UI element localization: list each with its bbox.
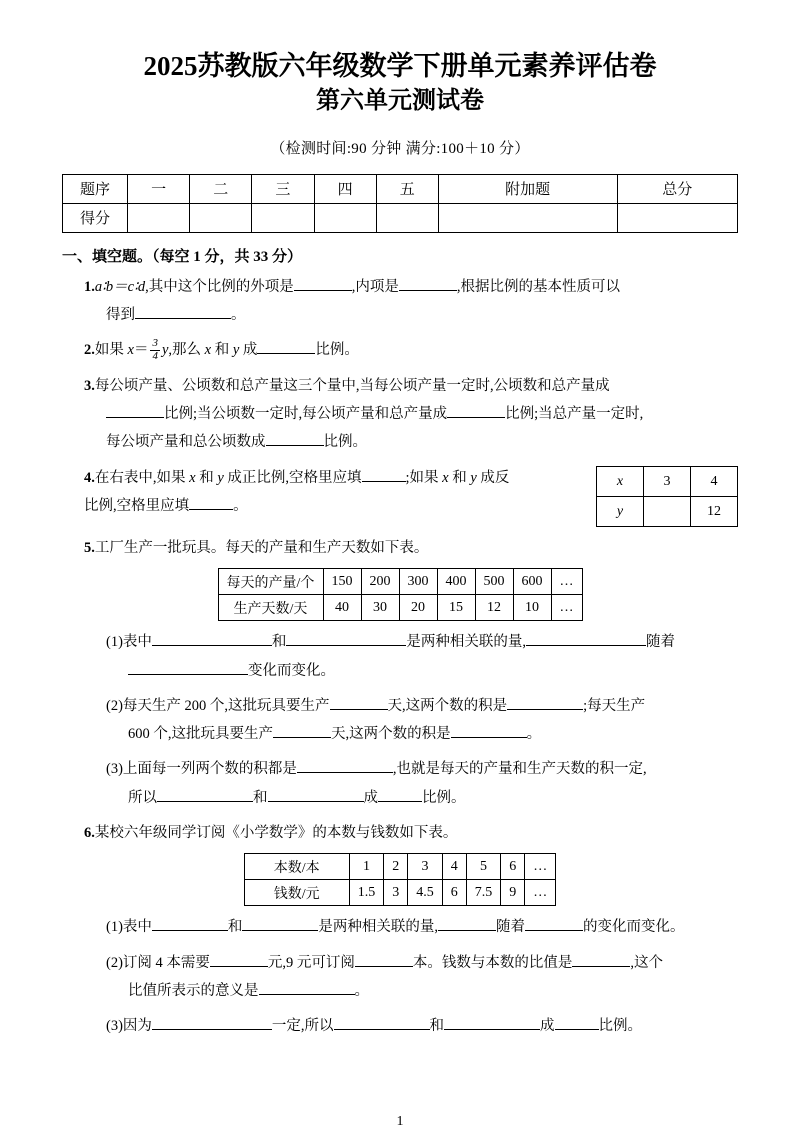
score-table-col-2: 二 [190,174,252,203]
q6-r1c3: 3 [408,854,443,880]
q4-r2c3: 12 [691,496,738,526]
question-2 [62,336,738,364]
question-3-number: 3. [84,377,95,394]
answer-blank [189,495,233,510]
question-3-text-a: 每公顷产量、公顷数和总产量这三个量中,当每公顷产量一定时,公顷数和总产量成 [94,377,610,394]
answer-blank [152,632,272,647]
q6-r1c6: 6 [501,854,525,880]
q6-p2-f: 。 [354,982,369,999]
question-5-part-3 [62,755,738,812]
question-1 [62,273,738,330]
q6-r2c6: 9 [501,880,525,906]
question-4-text-a: 在右表中,如果 [94,469,190,486]
score-table-col-3: 三 [252,174,314,203]
variable-x: x [442,469,449,486]
q6-r1c1: 1 [349,854,384,880]
q6-r1c4: 4 [442,854,466,880]
question-1-line2 [84,301,738,329]
answer-blank [128,660,248,675]
question-5 [62,534,738,562]
q6-r1c2: 2 [384,854,408,880]
question-4-table [596,466,738,528]
answer-blank [378,787,422,802]
answer-blank [286,632,406,647]
table-row [63,174,738,203]
answer-blank [242,916,318,931]
question-1-text-b: ,内项是 [351,278,399,295]
q4-r1c2: 3 [644,466,691,496]
fraction-three-quarters [150,338,160,363]
variable-x: x [127,342,134,359]
score-table-row-label: 得分 [63,203,128,232]
question-5-number: 5. [84,540,95,557]
answer-blank [451,723,527,738]
q4-r2c1: y [597,496,644,526]
question-4-text-c: ;如果 [405,469,443,486]
q5-p2-c: ;每天生产 [583,697,646,714]
table-row [218,569,582,595]
question-6 [62,819,738,847]
question-4-text-b: 成正比例,空格里应填 [223,469,362,486]
question-4-text-e: 比例,空格里应填 [84,497,190,514]
answer-blank [268,787,364,802]
answer-blank [273,723,331,738]
q5-r2c2: 30 [361,595,399,621]
score-cell [314,203,376,232]
answer-blank [135,304,231,319]
question-4 [62,464,738,528]
score-cell [252,203,314,232]
q6-r2c7: … [525,880,556,906]
q5-r1c4: 400 [437,569,475,595]
answer-blank [507,695,583,710]
question-6-stem: 某校六年级同学订阅《小学数学》的本数与钱数如下表。 [94,824,458,841]
q5-r1c7: … [551,569,582,595]
score-cell [438,203,617,232]
question-2-text-a: 如果 [94,342,128,359]
q6-p2-c: 本。钱数与本数的比值是 [412,954,573,971]
q6-p1-e: 的变化而变化。 [583,919,685,936]
table-row [597,466,738,496]
q5-p3-b: ,也就是每天的产量和生产天数的积一定, [392,761,647,778]
q5-p1-a: (1)表中 [106,634,152,651]
q5-p2-d: 600 个,这批玩具要生产 [128,726,273,743]
answer-blank [297,759,393,774]
question-3-text-d: 每公顷产量和总公顷数成 [106,434,266,451]
question-1-number: 1. [84,278,95,295]
score-table-col-4: 四 [314,174,376,203]
score-cell [617,203,737,232]
answer-blank [152,916,228,931]
question-6-table-wrap [62,853,738,906]
q5-r2c3: 20 [399,595,437,621]
answer-blank [438,916,496,931]
answer-blank [334,1015,430,1030]
q6-r2c4: 6 [442,880,466,906]
q5-p2-f: 。 [526,726,542,743]
q6-p1-b: 和 [227,919,243,936]
page-number: 1 [396,1114,404,1129]
q5-p3-c: 所以 [128,789,157,806]
q5-r1c3: 300 [399,569,437,595]
q5-p3-line2 [106,784,738,812]
answer-blank [572,952,630,967]
answer-blank [106,403,164,418]
q5-p1-line2 [106,657,738,685]
section-heading-fill-blanks: 一、填空题。（每空 1 分，共 33 分） [62,248,303,265]
q6-p3-b: 一定,所以 [271,1018,334,1035]
fraction-numerator: 3 [152,336,158,349]
q6-r2c1: 1.5 [349,880,384,906]
question-6-number: 6. [84,824,95,841]
q6-p3-e: 比例。 [598,1018,643,1035]
q4-r1c3: 4 [691,466,738,496]
variable-y: y [470,469,477,486]
question-1-expr: a∶b＝c∶d [94,278,146,295]
answer-blank [526,632,646,647]
q5-row2-head: 生产天数/天 [218,595,323,621]
q5-r2c5: 12 [475,595,513,621]
q5-p3-d: 和 [253,789,268,806]
q6-p2-line2 [106,977,738,1005]
answer-blank [355,952,413,967]
question-1-text-a: ,其中这个比例的外项是 [145,278,294,295]
q5-p2-e: 天,这两个数的积是 [331,726,451,743]
variable-x: x [204,342,212,359]
variable-x: x [189,469,196,486]
answer-blank [555,1015,599,1030]
q5-p3-f: 比例。 [422,789,466,806]
question-4-number: 4. [84,469,95,486]
equals-sign: ＝ [133,342,149,359]
q6-p3-d: 成 [540,1018,555,1035]
q5-p3-e: 成 [363,789,378,806]
q5-r1c5: 500 [475,569,513,595]
q6-p3-c: 和 [429,1018,445,1035]
question-6-part-3 [62,1012,738,1040]
q6-p1-a: (1)表中 [106,919,152,936]
question-5-table [218,568,583,621]
fraction-denominator: 4 [152,349,158,362]
q6-p2-b: 元,9 元可订阅 [267,954,355,971]
q6-p2-d: ,这个 [630,954,664,971]
question-3-text-c: 比例;当总产量一定时, [505,406,644,422]
answer-blank [399,276,457,291]
variable-y: y [217,469,224,486]
question-5-table-wrap [62,568,738,621]
q5-r1c1: 150 [323,569,361,595]
question-2-number: 2. [84,342,95,359]
question-5-part-2 [62,692,738,749]
question-5-part-1 [62,628,738,685]
question-3-text-e: 比例。 [323,434,367,451]
table-row [597,496,738,526]
variable-y: y [232,342,240,359]
q6-p2-a: (2)订阅 4 本需要 [106,954,210,971]
q5-p1-d: 随着 [646,634,676,651]
answer-blank [447,403,505,418]
q6-p3-a: (3)因为 [106,1018,152,1035]
score-cell [190,203,252,232]
q5-p2-line2 [106,720,738,748]
question-4-and: 和 [195,469,218,486]
question-6-part-1 [62,913,738,941]
question-1-text-d: 得到 [106,307,135,324]
score-cell [128,203,190,232]
question-2-text-c: 和 [211,342,233,359]
score-table-col-5: 五 [376,174,438,203]
question-4-table-wrap [596,466,738,528]
table-row [244,854,556,880]
q5-p1-c: 是两种相关联的量, [406,634,527,651]
question-3-text-b: 比例;当公顷数一定时,每公顷产量和总产量成 [164,406,448,422]
score-table-col-7: 总分 [617,174,737,203]
q5-p3-a: (3)上面每一列两个数的积都是 [106,761,297,778]
q5-p2-b: 天,这两个数的积是 [387,697,508,714]
q6-p1-d: 随着 [496,919,526,936]
answer-blank [210,952,268,967]
answer-blank [257,340,315,355]
q5-r2c7: … [551,595,582,621]
table-row [63,203,738,232]
score-table-row-label: 题序 [63,174,128,203]
answer-blank [266,432,324,447]
question-6-table [244,853,557,906]
q4-r2c2 [644,496,691,526]
page-title: 2025苏教版六年级数学下册单元素养评估卷 [143,51,657,81]
answer-blank [525,916,583,931]
q5-r1c2: 200 [361,569,399,595]
answer-blank [259,980,355,995]
q6-p1-c: 是两种相关联的量, [318,919,439,936]
q5-row1-head: 每天的产量/个 [218,569,323,595]
q6-r1c5: 5 [466,854,501,880]
table-row [218,595,582,621]
q6-p2-e: 比值所表示的意义是 [128,982,259,999]
question-2-text-e: 比例。 [315,342,359,359]
answer-blank [330,695,388,710]
q6-row2-head: 钱数/元 [244,880,349,906]
q6-row1-head: 本数/本 [244,854,349,880]
q4-r1c1: x [597,466,644,496]
question-4-and2: 和 [448,469,471,486]
question-3 [62,372,738,457]
q5-r2c1: 40 [323,595,361,621]
answer-blank [157,787,253,802]
q6-r2c3: 4.5 [408,880,443,906]
q5-p1-b: 和 [271,634,287,651]
page-subtitle: 第六单元测试卷 [316,87,484,114]
score-table-col-1: 一 [128,174,190,203]
question-3-line2 [84,400,738,428]
score-cell [376,203,438,232]
question-4-text-d: 成反 [476,469,510,486]
answer-blank [444,1015,540,1030]
answer-blank [362,467,406,482]
question-1-text-c: ,根据比例的基本性质可以 [456,278,620,295]
question-4-text-f: 。 [233,497,248,514]
q5-r2c6: 10 [513,595,551,621]
q5-r1c6: 600 [513,569,551,595]
q6-r2c2: 3 [384,880,408,906]
answer-blank [294,276,352,291]
q5-p2-a: (2)每天生产 200 个,这批玩具要生产 [106,697,330,714]
question-2-text-d: 成 [239,342,258,359]
score-table-col-6: 附加题 [438,174,617,203]
question-1-text-e: 。 [231,307,246,324]
q5-r2c4: 15 [437,595,475,621]
question-6-part-2 [62,949,738,1006]
score-table [62,174,738,233]
question-5-stem: 工厂生产一批玩具。每天的产量和生产天数如下表。 [94,540,429,557]
table-row [244,880,556,906]
question-2-text-b: ,那么 [168,342,205,359]
variable-y: y [161,342,169,359]
question-3-line3 [84,428,738,456]
q6-r1c7: … [525,854,556,880]
q5-p1-e: 变化而变化。 [248,662,335,679]
q6-r2c5: 7.5 [466,880,501,906]
exam-info: （检测时间:90 分钟 满分:100＋10 分） [270,140,530,157]
answer-blank [152,1015,272,1030]
